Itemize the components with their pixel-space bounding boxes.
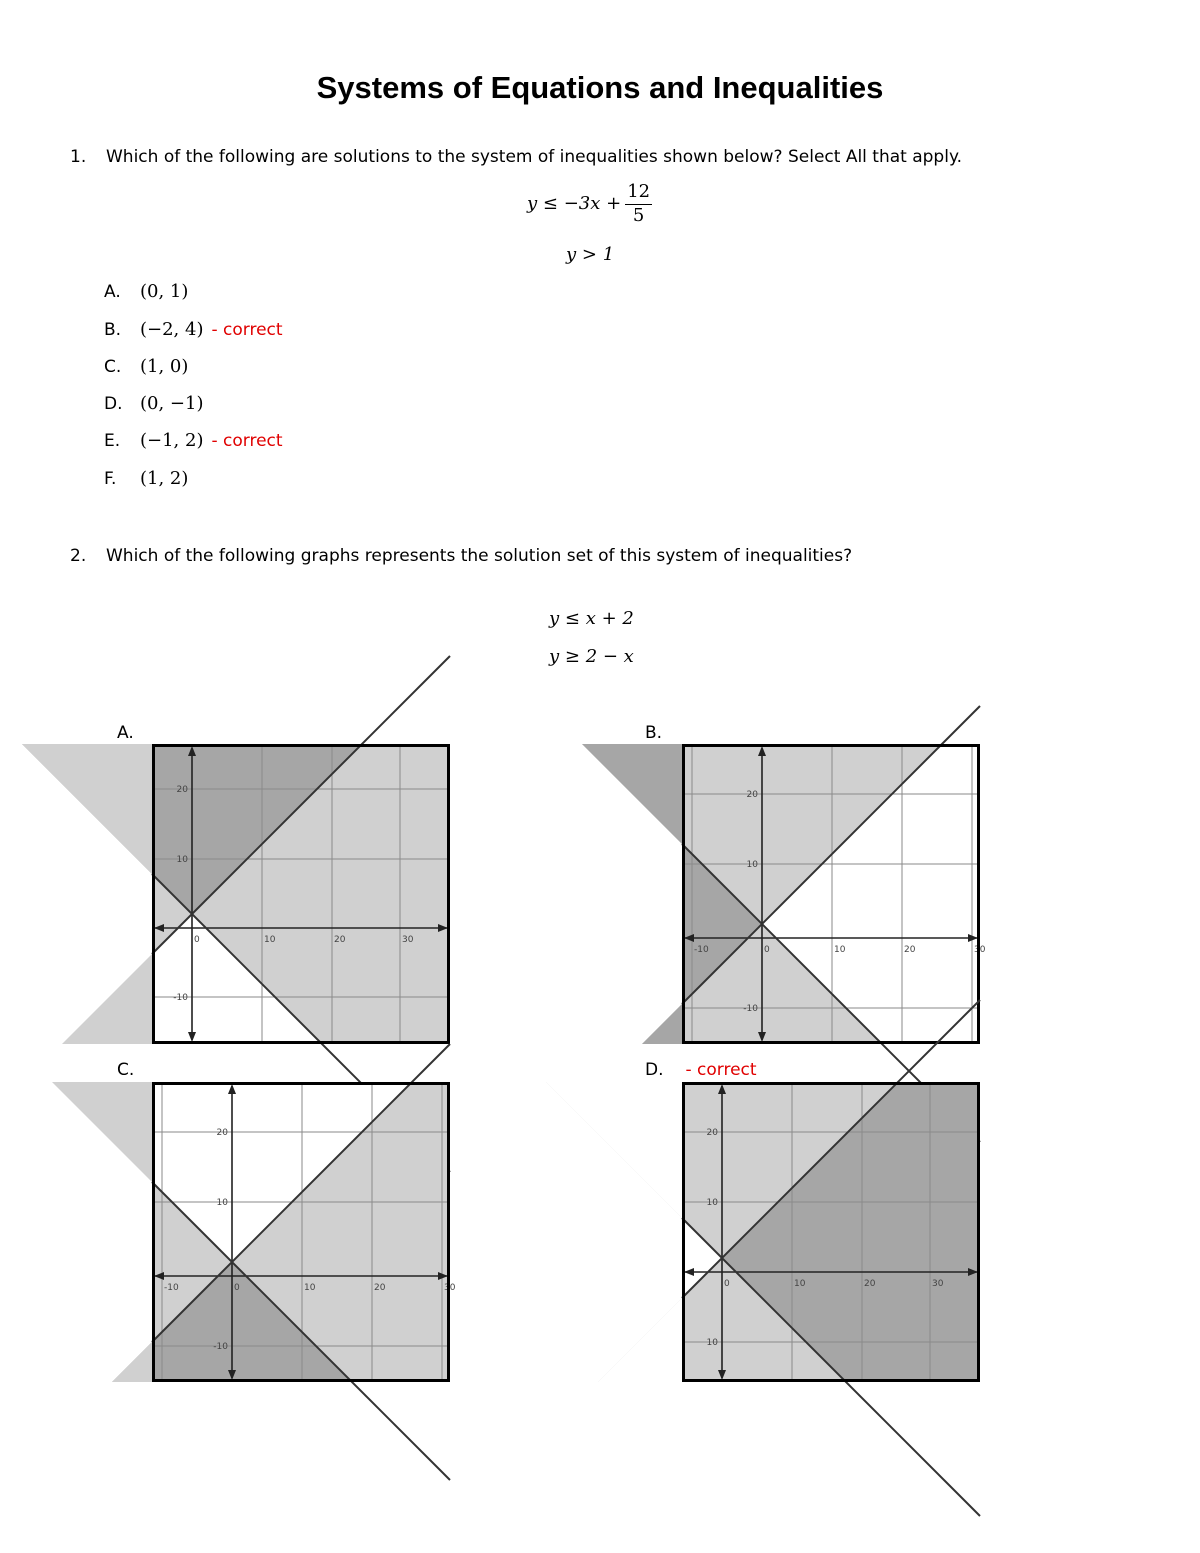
y-tick-label: 10 xyxy=(746,860,758,870)
page-title: Systems of Equations and Inequalities xyxy=(316,70,884,105)
y-tick-label: 10 xyxy=(216,1198,228,1208)
x-tick-label: 0 xyxy=(724,1279,730,1289)
q1-option[interactable] xyxy=(104,356,188,377)
x-tick-label: 20 xyxy=(864,1279,876,1289)
x-tick-label: -10 xyxy=(164,1283,179,1293)
q1-option-correct-note: - correct xyxy=(211,431,283,451)
x-tick-label: 10 xyxy=(264,935,276,945)
q1-inequality-1 xyxy=(527,181,652,227)
x-tick-label: 0 xyxy=(194,935,200,945)
graph-a-label: A. xyxy=(117,723,134,743)
q1-option-label: D. xyxy=(104,394,123,414)
x-tick-label: 0 xyxy=(764,945,770,955)
q1-option-label: E. xyxy=(104,431,121,451)
y-tick-label: -10 xyxy=(743,1004,758,1014)
q1-prompt: Which of the following are solutions to the system of inequalities shown below? Select All that apply. xyxy=(106,147,962,167)
graph-d-correct-note: - correct xyxy=(685,1060,757,1080)
x-tick-label: 30 xyxy=(932,1279,944,1289)
q1-option[interactable] xyxy=(104,281,188,302)
q1-option-point: (−1, 2) xyxy=(140,430,204,451)
q2-ineq2-text: y ≥ 2 − x xyxy=(549,646,634,667)
x-tick-label: 0 xyxy=(234,1283,240,1293)
q1-number: 1. xyxy=(70,147,87,167)
q1-option-label: C. xyxy=(104,357,122,377)
graph-b-label: B. xyxy=(645,723,663,743)
y-tick-label: -10 xyxy=(213,1342,228,1352)
q1-ineq2-text: y > 1 xyxy=(566,244,615,265)
q1-option-label: A. xyxy=(104,282,121,302)
y-tick-label: 10 xyxy=(176,855,188,865)
x-tick-label: 20 xyxy=(904,945,916,955)
graph-d[interactable] xyxy=(682,1082,980,1382)
q1-ineq1-denominator: 5 xyxy=(632,205,645,226)
x-tick-label: 10 xyxy=(834,945,846,955)
q1-option-point: (−2, 4) xyxy=(140,319,204,340)
q2-number: 2. xyxy=(70,546,87,566)
q1-option[interactable] xyxy=(104,393,203,414)
x-tick-label: 30 xyxy=(974,945,986,955)
graph-d-label-text: D. xyxy=(645,1060,664,1080)
q1-option-correct-note: - correct xyxy=(211,320,283,340)
x-tick-label: 10 xyxy=(304,1283,316,1293)
y-tick-label: 20 xyxy=(746,790,758,800)
graph-d-label xyxy=(645,1060,757,1080)
y-tick-label: 10 xyxy=(706,1338,718,1348)
q2-ineq1-text: y ≤ x + 2 xyxy=(549,608,634,629)
q1-ineq1-lhs: y ≤ −3x + xyxy=(527,193,622,214)
x-tick-label: 30 xyxy=(402,935,414,945)
x-tick-label: 20 xyxy=(334,935,346,945)
x-tick-label: 30 xyxy=(444,1283,456,1293)
y-tick-label: 10 xyxy=(706,1198,718,1208)
y-tick-label: 20 xyxy=(216,1128,228,1138)
q1-option[interactable] xyxy=(104,468,188,489)
graph-b[interactable] xyxy=(682,744,986,1044)
graph-c[interactable] xyxy=(152,1082,456,1382)
q1-option[interactable] xyxy=(104,319,283,340)
q2-inequality-1 xyxy=(549,608,634,629)
q1-ineq1-numerator: 12 xyxy=(625,181,652,205)
x-tick-label: 10 xyxy=(794,1279,806,1289)
q1-option-label: B. xyxy=(104,320,122,340)
q1-option-point: (0, −1) xyxy=(140,393,204,414)
y-tick-label: 20 xyxy=(706,1128,718,1138)
q1-option-label: F. xyxy=(104,469,117,489)
q1-option[interactable] xyxy=(104,430,283,451)
q1-inequality-2 xyxy=(566,244,614,265)
q1-option-point: (1, 2) xyxy=(140,468,189,489)
q2-inequality-2 xyxy=(549,646,634,667)
graph-c-label: C. xyxy=(117,1060,135,1080)
x-tick-label: 20 xyxy=(374,1283,386,1293)
y-tick-label: 20 xyxy=(176,785,188,795)
y-tick-label: -10 xyxy=(173,993,188,1003)
graph-a[interactable] xyxy=(152,744,450,1044)
q2-prompt: Which of the following graphs represents the solution set of this system of inequalities? xyxy=(106,546,853,566)
x-tick-label: -10 xyxy=(694,945,709,955)
q1-ineq1-fraction xyxy=(625,181,652,227)
q1-option-point: (1, 0) xyxy=(140,356,189,377)
q1-option-point: (0, 1) xyxy=(140,281,189,302)
